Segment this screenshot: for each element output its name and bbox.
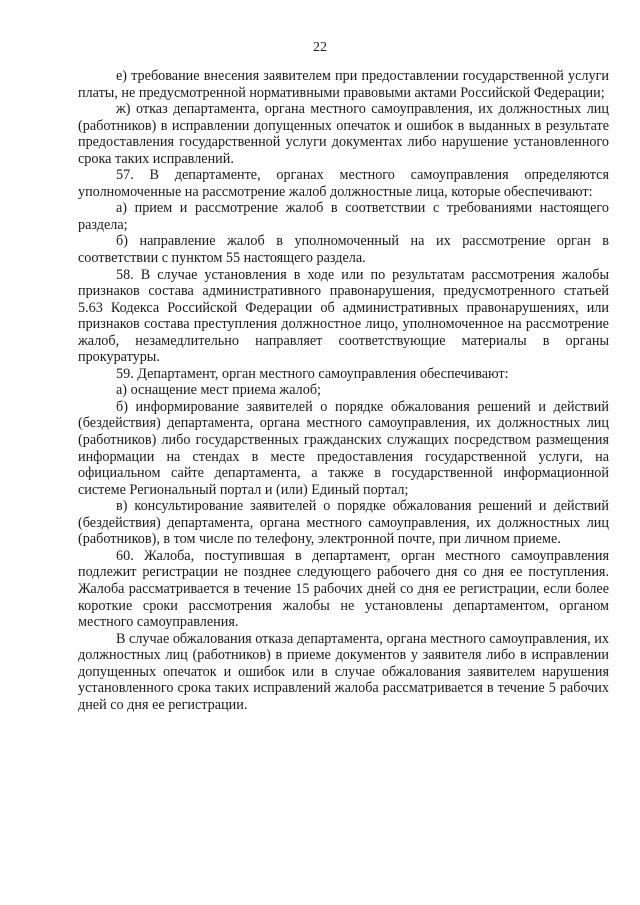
paragraph-57-a: а) прием и рассмотрение жалоб в соответствии с требованиями настоящего раздела; [78, 200, 609, 233]
paragraph-57-b: б) направление жалоб в уполномоченный на их рассмотрение орган в соответствии с пунктом 55 настоящего раздела. [78, 233, 609, 267]
document-body [78, 68, 609, 713]
paragraph-59-v: в) консультирование заявителей о порядке обжалования решений и действий (бездействия) департамента, органа местного самоуправления, их должностных лиц (работников), в том числе по телефону, электронной почте, при личном приеме. [78, 498, 609, 548]
paragraph-60-continuation: В случае обжалования отказа департамента, органа местного самоуправления, их должностных лиц (работников) в приеме документов у заявителя либо в исправлении допущенных опечаток и ошибок или в случае обжалования заявителем нарушения установленного срока таких исправлений жалоба рассматривается в течение 5 рабочих дней со дня ее регистрации. [78, 630, 609, 713]
paragraph-item-zh: ж) отказ департамента, органа местного самоуправления, их должностных лиц (работников) в исправлении допущенных опечаток и ошибок в выданных в результате предоставления государственной услуги документах либо нарушение установленного срока таких исправлений. [78, 101, 609, 167]
paragraph-58: 58. В случае установления в ходе или по результатам рассмотрения жалобы признаков состава административного правонарушения, предусмотренного статьей 5.63 Кодекса Российской Федерации об административных правонарушениях, или признаков состава преступления должностное лицо, уполномоченное на рассмотрение жалоб, незамедлительно направляет соответствующие материалы в органы прокуратуры. [78, 266, 609, 366]
paragraph-59-a: а) оснащение мест приема жалоб; [116, 382, 321, 399]
paragraph-59-b: б) информирование заявителей о порядке обжалования решений и действий (бездействия) департамента, органа местного самоуправления, их должностных лиц (работников) либо государственных гражданских служащих посредством размещения информации на стендах в месте предоставления государственной услуги, на официальном сайте департамента, а также в государственной информационной системе Региональный портал и (или) Единый портал; [78, 398, 609, 498]
paragraph-59: 59. Департамент, орган местного самоуправления обеспечивают: [116, 365, 509, 382]
page-number: 22 [313, 40, 327, 55]
paragraph-57: 57. В департаменте, органах местного самоуправления определяются уполномоченные на рассмотрение жалоб должностные лица, которые обеспечивают: [78, 167, 609, 200]
paragraph-item-e: е) требование внесения заявителем при предоставлении государственной услуги платы, не предусмотренной нормативными правовыми актами Российской Федерации; [78, 68, 609, 101]
paragraph-60: 60. Жалоба, поступившая в департамент, орган местного самоуправления подлежит регистрации не позднее следующего рабочего дня со дня ее поступления. Жалоба рассматривается в течение 15 рабочих дней со дня ее регистрации, если более короткие сроки рассмотрения жалобы не установлены департаментом, органом местного самоуправления. [78, 547, 609, 631]
